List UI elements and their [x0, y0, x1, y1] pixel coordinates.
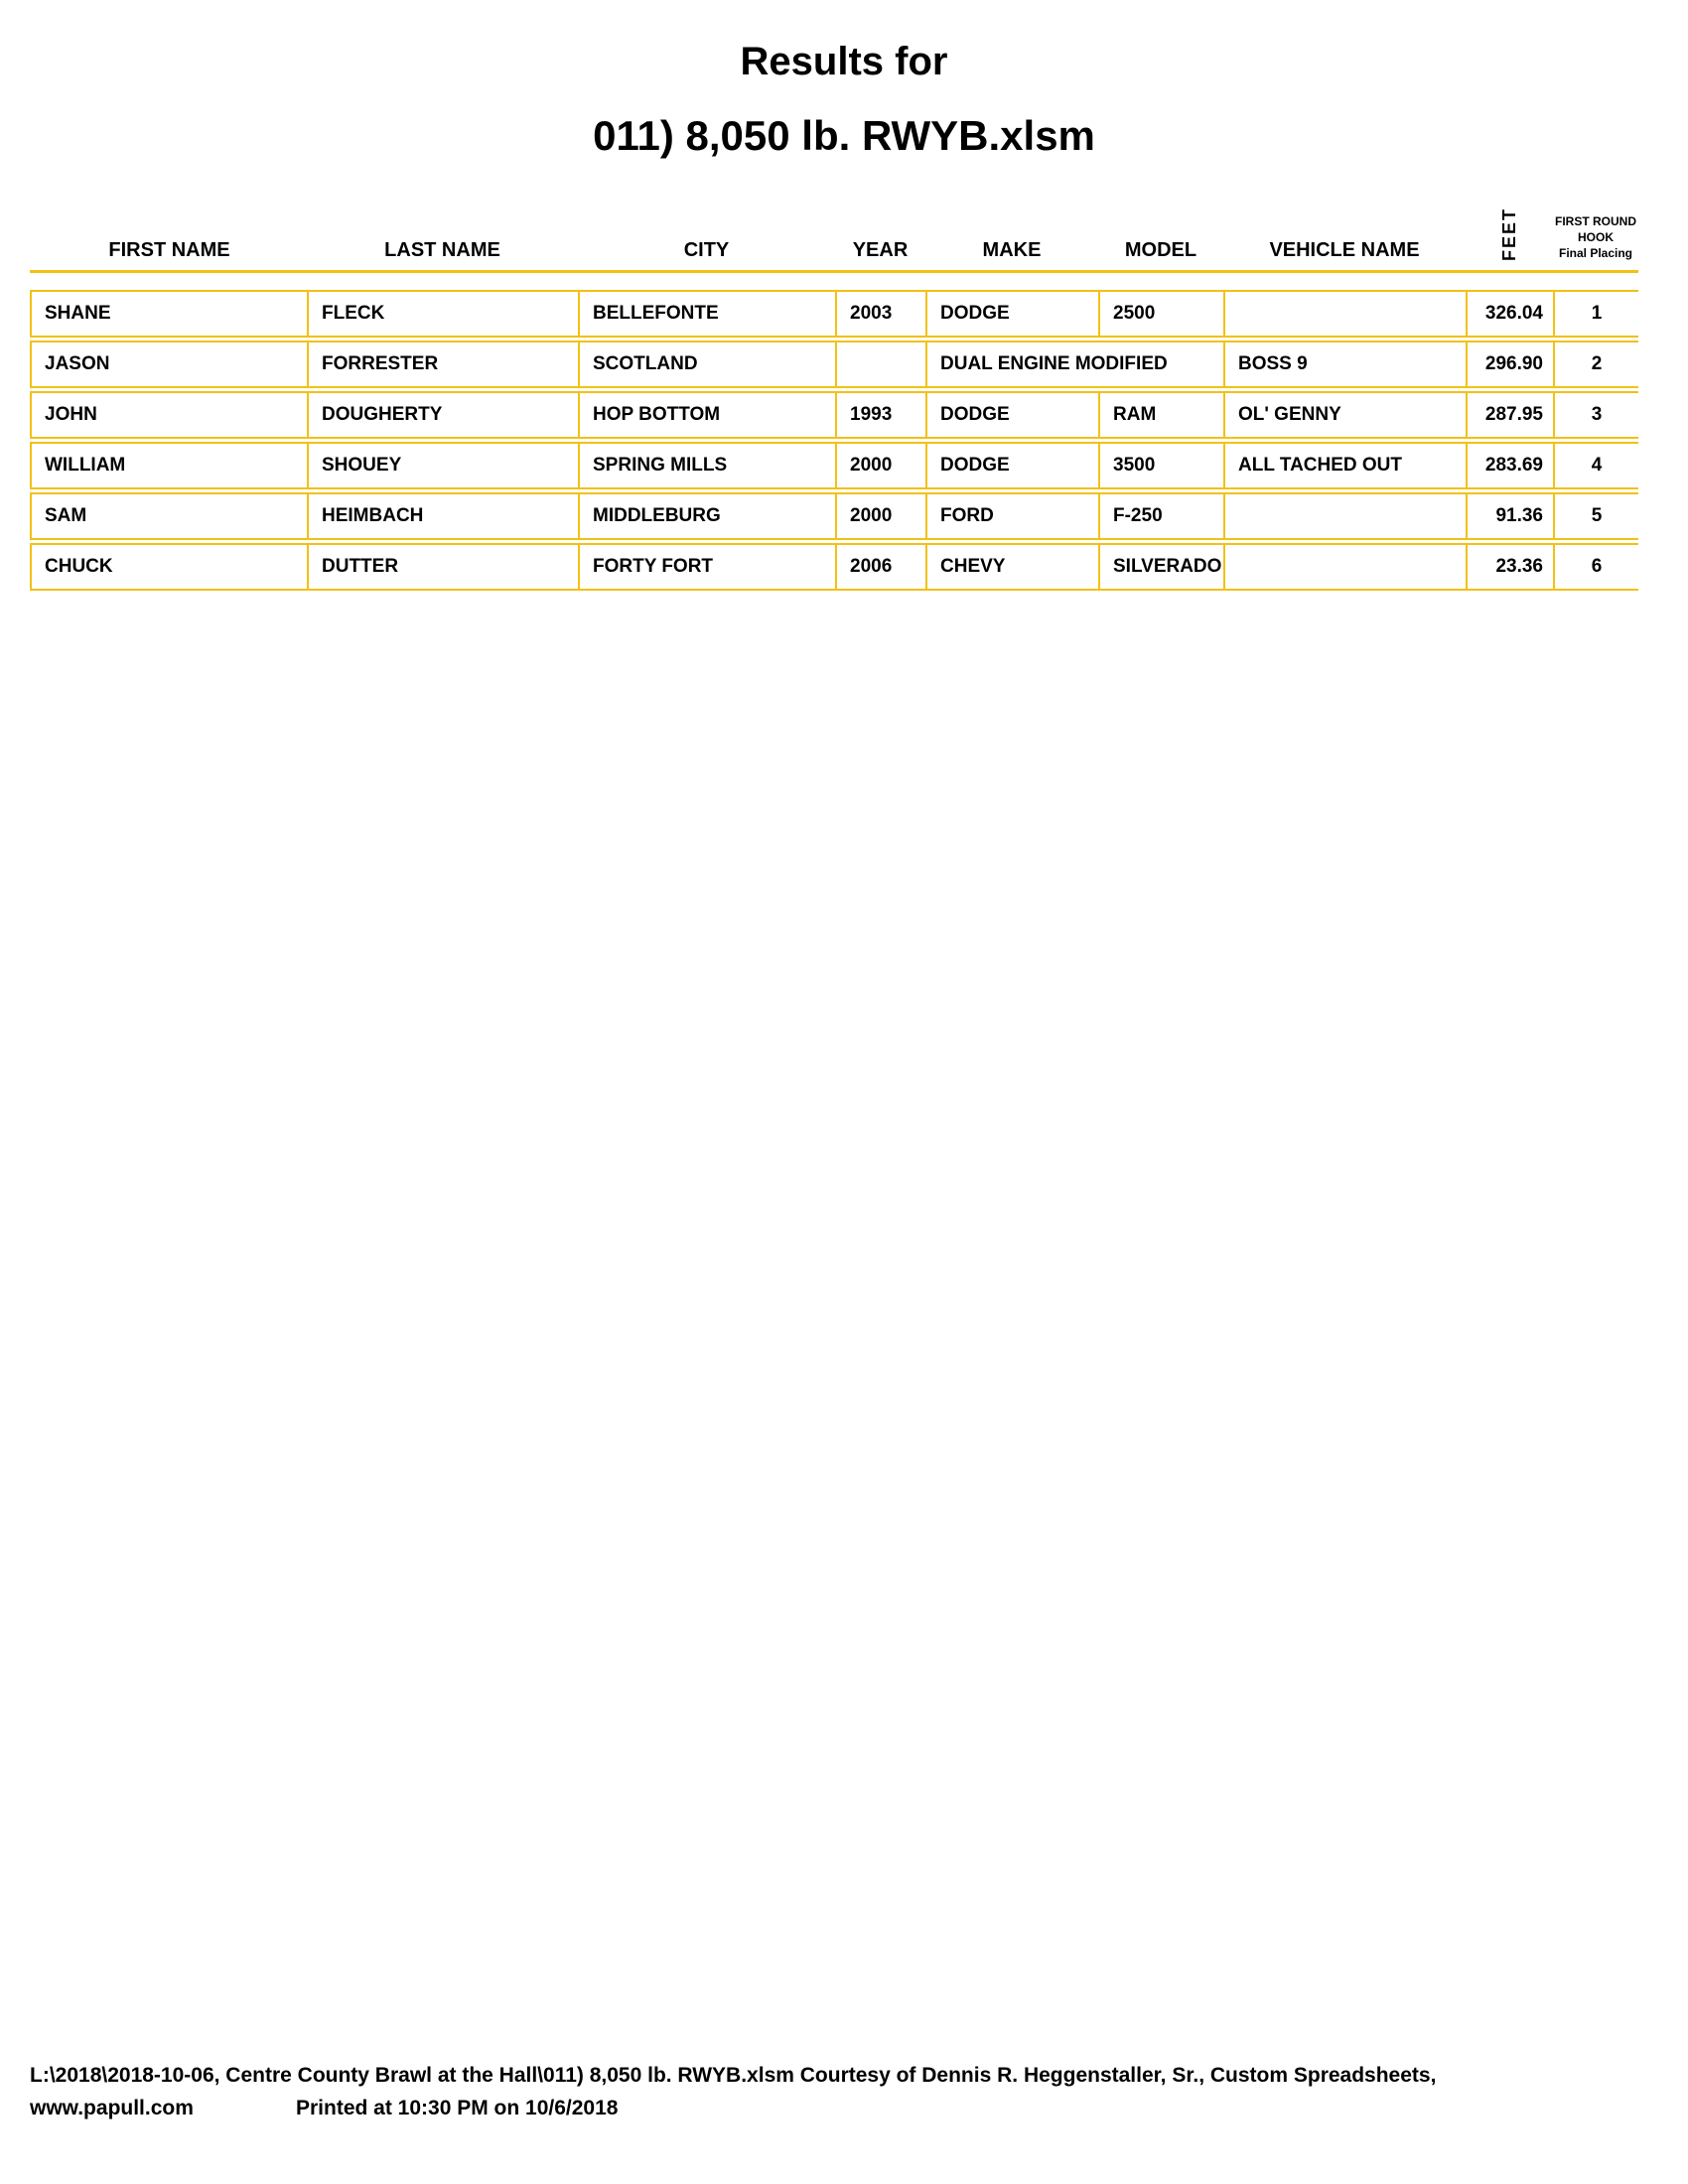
cell-year: 2003: [835, 292, 925, 336]
page-title-line1: Results for: [740, 40, 948, 83]
cell-last-name: FORRESTER: [307, 342, 578, 386]
cell-vehicle-name: [1223, 494, 1466, 538]
column-header-city: CITY: [683, 239, 730, 261]
page-footer: [30, 2063, 1678, 2121]
column-header-last-name: LAST NAME: [384, 239, 500, 261]
footer-file-path-line: L:\2018\2018-10-06, Centre County Brawl at the Hall\011) 8,050 lb. RWYB.xlsm Courtesy of Dennis R. Heggenstaller, Sr., Custom Spreadsheets,: [30, 2064, 1437, 2087]
cell-first-name: SAM: [45, 505, 87, 526]
cell-last-name: FLECK: [307, 292, 578, 336]
footer-printed-timestamp: Printed at 10:30 PM on 10/6/2018: [296, 2097, 619, 2119]
cell-city: HOP BOTTOM: [578, 393, 835, 437]
column-header-year: YEAR: [852, 239, 909, 261]
cell-feet: 326.04: [1466, 292, 1553, 336]
cell-make: CHEVY: [925, 545, 1098, 589]
cell-model: 3500: [1098, 444, 1223, 487]
cell-make: DODGE: [925, 393, 1098, 437]
cell-year: 2006: [835, 545, 925, 589]
cell-vehicle-name: [1223, 545, 1466, 589]
cell-feet: 283.69: [1466, 444, 1553, 487]
cell-vehicle-name: ALL TACHED OUT: [1223, 444, 1466, 487]
cell-first-name: CHUCK: [45, 556, 113, 577]
column-header-feet-cell: [1466, 198, 1553, 261]
placing-header-line2: HOOK: [1578, 230, 1614, 244]
cell-first-name: WILLIAM: [45, 455, 126, 476]
cell-feet: 91.36: [1466, 494, 1553, 538]
cell-last-name: DUTTER: [307, 545, 578, 589]
cell-city: SCOTLAND: [578, 342, 835, 386]
cell-placing: 3: [1553, 393, 1638, 437]
cell-placing: 2: [1553, 342, 1638, 386]
column-header-make: MAKE: [982, 239, 1042, 261]
feet-rotated-label: FEET: [1499, 206, 1519, 261]
column-header-first-name: FIRST NAME: [108, 239, 230, 261]
page-title-line2: 011) 8,050 lb. RWYB.xlsm: [593, 112, 1095, 159]
cell-first-name: JOHN: [45, 404, 97, 425]
table-header-row: [30, 189, 1638, 273]
cell-vehicle-name: [1223, 292, 1466, 336]
cell-make: DODGE: [925, 444, 1098, 487]
cell-city: SPRING MILLS: [578, 444, 835, 487]
table-row: [30, 492, 1638, 540]
cell-first-name: JASON: [45, 353, 110, 374]
table-row: [30, 391, 1638, 439]
footer-second-line: [30, 2096, 1678, 2121]
cell-city: FORTY FORT: [578, 545, 835, 589]
cell-year: [835, 342, 925, 386]
cell-model: F-250: [1098, 494, 1223, 538]
cell-first-name: SHANE: [45, 303, 111, 324]
cell-city: BELLEFONTE: [578, 292, 835, 336]
cell-year: 2000: [835, 444, 925, 487]
cell-make-model-merged: DUAL ENGINE MODIFIED: [925, 342, 1223, 386]
cell-model: RAM: [1098, 393, 1223, 437]
column-header-vehicle-name: VEHICLE NAME: [1269, 239, 1420, 261]
cell-last-name: DOUGHERTY: [307, 393, 578, 437]
placing-header-line1: FIRST ROUND: [1555, 214, 1636, 228]
cell-year: 2000: [835, 494, 925, 538]
cell-placing: 4: [1553, 444, 1638, 487]
cell-placing: 5: [1553, 494, 1638, 538]
placing-header-line3: Final Placing: [1558, 246, 1632, 260]
cell-placing: 1: [1553, 292, 1638, 336]
table-row: [30, 341, 1638, 388]
table-row: [30, 543, 1638, 591]
cell-vehicle-name: OL' GENNY: [1223, 393, 1466, 437]
table-row: [30, 290, 1638, 338]
cell-city: MIDDLEBURG: [578, 494, 835, 538]
cell-make: FORD: [925, 494, 1098, 538]
cell-placing: 6: [1553, 545, 1638, 589]
results-table: [30, 189, 1638, 594]
cell-feet: 296.90: [1466, 342, 1553, 386]
table-body: [30, 290, 1638, 591]
cell-year: 1993: [835, 393, 925, 437]
column-header-model: MODEL: [1124, 239, 1197, 261]
cell-make: DODGE: [925, 292, 1098, 336]
column-header-placing-cell: [1553, 192, 1638, 261]
cell-model: SILVERADO: [1098, 545, 1223, 589]
cell-vehicle-name: BOSS 9: [1223, 342, 1466, 386]
cell-model: 2500: [1098, 292, 1223, 336]
cell-last-name: SHOUEY: [307, 444, 578, 487]
footer-website-link: www.papull.com: [30, 2097, 194, 2119]
cell-feet: 23.36: [1466, 545, 1553, 589]
cell-feet: 287.95: [1466, 393, 1553, 437]
cell-last-name: HEIMBACH: [307, 494, 578, 538]
table-row: [30, 442, 1638, 489]
